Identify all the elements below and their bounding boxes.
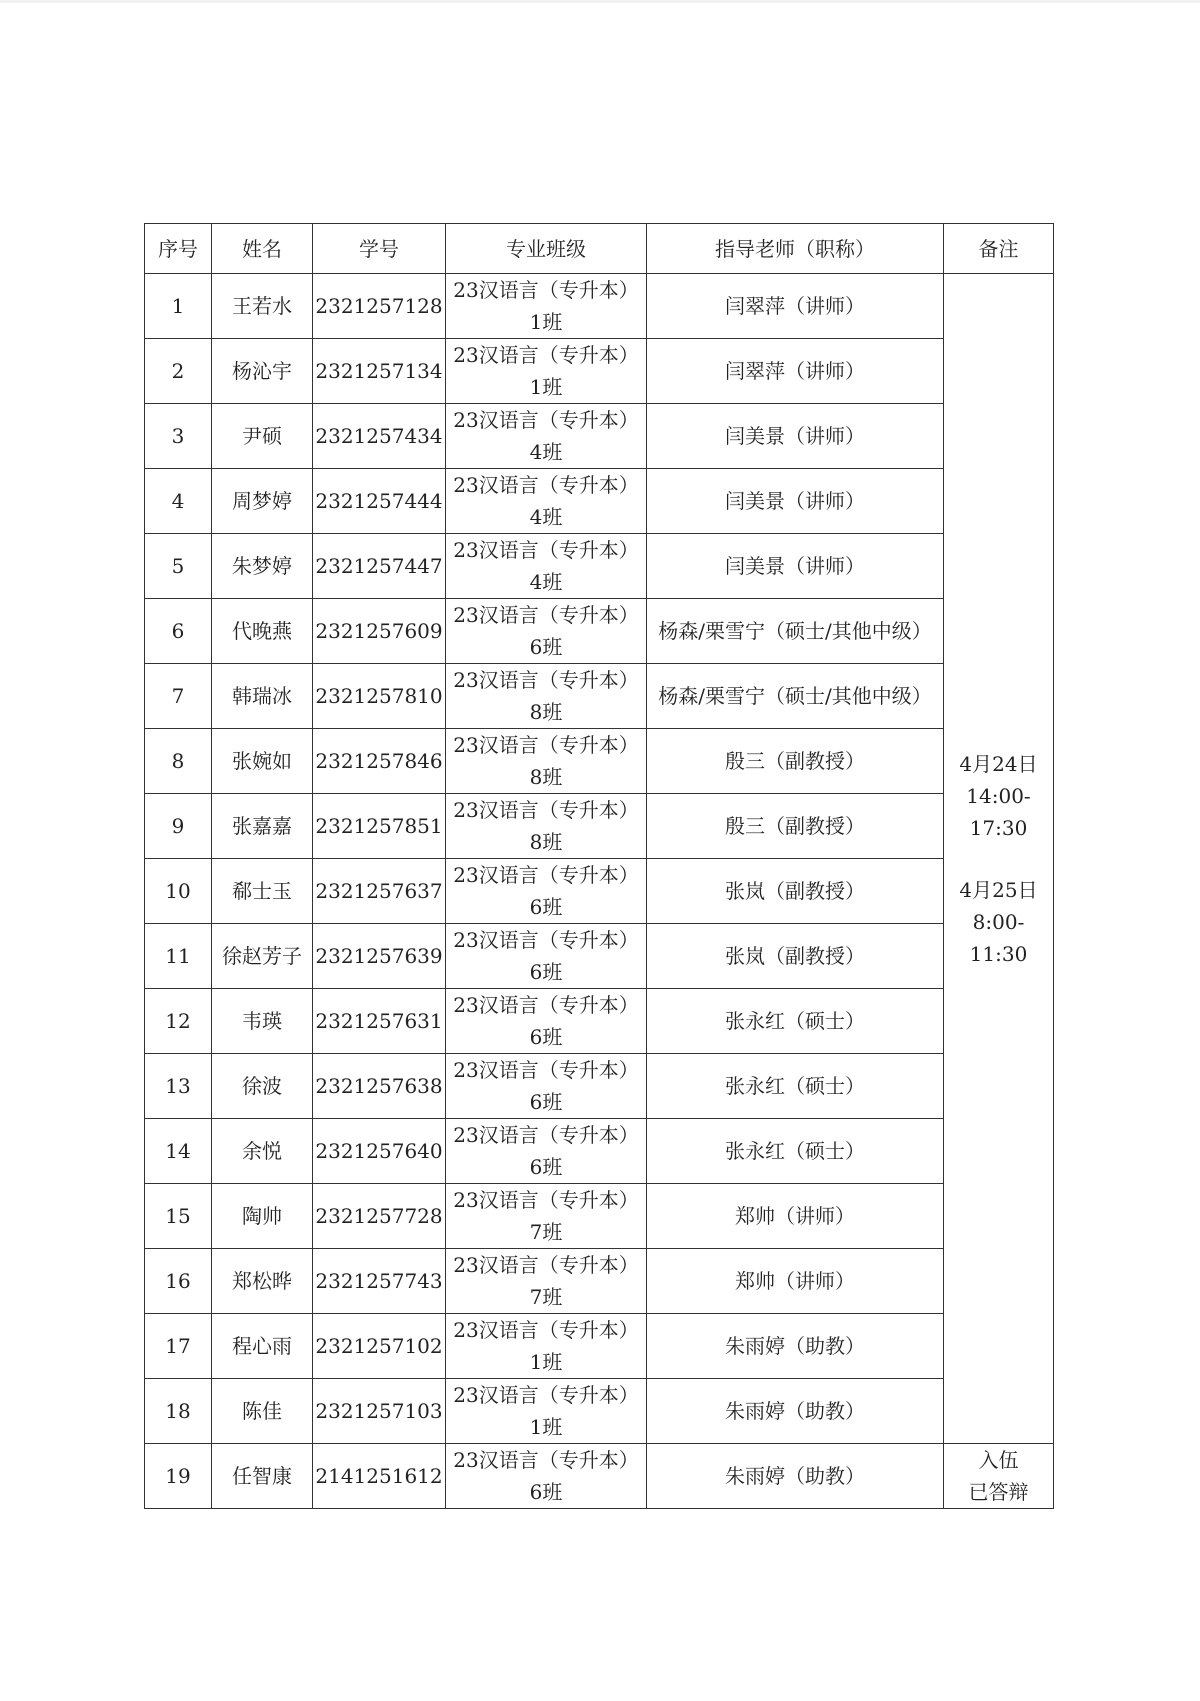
cell-student-id: 2321257128 <box>313 274 446 339</box>
cell-student-id: 2321257103 <box>313 1379 446 1444</box>
class-number-text: 4班 <box>529 570 563 594</box>
table-row <box>145 599 1054 664</box>
header-cell-class: 专业班级 <box>446 224 647 274</box>
cell-index: 9 <box>145 794 212 859</box>
header-cell-name: 姓名 <box>212 224 313 274</box>
cell-student-id: 2321257134 <box>313 339 446 404</box>
cell-advisor: 闫翠萍（讲师） <box>647 274 944 339</box>
class-major-text: 23汉语言（专升本） <box>453 993 639 1017</box>
cell-name: 尹硕 <box>212 404 313 469</box>
remark-spacer <box>946 844 1051 874</box>
cell-name: 周梦婷 <box>212 469 313 534</box>
class-major-text: 23汉语言（专升本） <box>453 863 639 887</box>
class-number-text: 6班 <box>529 1025 563 1049</box>
class-number-text: 6班 <box>529 1090 563 1114</box>
cell-index: 16 <box>145 1249 212 1314</box>
cell-advisor: 闫美景（讲师） <box>647 469 944 534</box>
cell-name: 程心雨 <box>212 1314 313 1379</box>
class-number-text: 8班 <box>529 765 563 789</box>
cell-advisor: 殷三（副教授） <box>647 794 944 859</box>
cell-name: 郗士玉 <box>212 859 313 924</box>
cell-class <box>446 1249 647 1314</box>
class-major-text: 23汉语言（专升本） <box>453 408 639 432</box>
cell-name: 张婉如 <box>212 729 313 794</box>
cell-index: 3 <box>145 404 212 469</box>
table-row <box>145 469 1054 534</box>
cell-student-id: 2321257639 <box>313 924 446 989</box>
cell-name: 杨沁宇 <box>212 339 313 404</box>
cell-name: 陶帅 <box>212 1184 313 1249</box>
class-major-text: 23汉语言（专升本） <box>453 1318 639 1342</box>
class-major-text: 23汉语言（专升本） <box>453 1383 639 1407</box>
table-row <box>145 1444 1054 1509</box>
class-number-text: 6班 <box>529 960 563 984</box>
cell-class <box>446 664 647 729</box>
cell-class <box>446 469 647 534</box>
cell-advisor: 殷三（副教授） <box>647 729 944 794</box>
class-major-text: 23汉语言（专升本） <box>453 473 639 497</box>
table-body <box>145 274 1054 1509</box>
cell-student-id: 2321257637 <box>313 859 446 924</box>
cell-index: 14 <box>145 1119 212 1184</box>
class-major-text: 23汉语言（专升本） <box>453 538 639 562</box>
cell-index: 2 <box>145 339 212 404</box>
cell-class <box>446 924 647 989</box>
header-cell-student-id: 学号 <box>313 224 446 274</box>
cell-name: 韩瑞冰 <box>212 664 313 729</box>
cell-class <box>446 1119 647 1184</box>
class-number-text: 6班 <box>529 895 563 919</box>
cell-index: 10 <box>145 859 212 924</box>
cell-index: 4 <box>145 469 212 534</box>
page-top-edge <box>0 0 1200 3</box>
cell-name: 代晚燕 <box>212 599 313 664</box>
table-row <box>145 1054 1054 1119</box>
cell-index: 5 <box>145 534 212 599</box>
class-number-text: 6班 <box>529 1480 563 1504</box>
table-row <box>145 1379 1054 1444</box>
table-row <box>145 534 1054 599</box>
cell-student-id: 2321257447 <box>313 534 446 599</box>
defense-roster-table <box>144 223 1054 1509</box>
cell-student-id: 2321257631 <box>313 989 446 1054</box>
cell-index: 12 <box>145 989 212 1054</box>
cell-student-id: 2141251612 <box>313 1444 446 1509</box>
cell-name: 韦瑛 <box>212 989 313 1054</box>
class-major-text: 23汉语言（专升本） <box>453 1058 639 1082</box>
class-number-text: 1班 <box>529 1350 563 1374</box>
cell-remark <box>944 1444 1054 1509</box>
cell-class <box>446 1054 647 1119</box>
class-number-text: 1班 <box>529 310 563 334</box>
table-row <box>145 729 1054 794</box>
class-major-text: 23汉语言（专升本） <box>453 1188 639 1212</box>
cell-advisor: 闫翠萍（讲师） <box>647 339 944 404</box>
cell-advisor: 杨森/栗雪宁（硕士/其他中级） <box>647 664 944 729</box>
cell-name: 余悦 <box>212 1119 313 1184</box>
cell-student-id: 2321257810 <box>313 664 446 729</box>
cell-student-id: 2321257434 <box>313 404 446 469</box>
remark-line: 已答辩 <box>968 1480 1029 1504</box>
cell-class <box>446 1314 647 1379</box>
cell-student-id: 2321257444 <box>313 469 446 534</box>
cell-class <box>446 794 647 859</box>
cell-student-id: 2321257846 <box>313 729 446 794</box>
cell-advisor: 张永红（硕士） <box>647 1054 944 1119</box>
table-row <box>145 339 1054 404</box>
table-row <box>145 1314 1054 1379</box>
class-major-text: 23汉语言（专升本） <box>453 278 639 302</box>
cell-student-id: 2321257851 <box>313 794 446 859</box>
cell-advisor: 张岚（副教授） <box>647 859 944 924</box>
cell-name: 任智康 <box>212 1444 313 1509</box>
remark-day2-date: 4月25日 <box>959 877 1038 902</box>
cell-index: 17 <box>145 1314 212 1379</box>
cell-index: 11 <box>145 924 212 989</box>
table-row <box>145 794 1054 859</box>
table-row <box>145 989 1054 1054</box>
class-number-text: 1班 <box>529 375 563 399</box>
cell-name: 王若水 <box>212 274 313 339</box>
class-number-text: 7班 <box>529 1285 563 1309</box>
remark-line: 入伍 <box>978 1448 1019 1472</box>
cell-index: 6 <box>145 599 212 664</box>
cell-advisor: 闫美景（讲师） <box>647 534 944 599</box>
header-cell-advisor: 指导老师（职称） <box>647 224 944 274</box>
cell-index: 13 <box>145 1054 212 1119</box>
cell-student-id: 2321257609 <box>313 599 446 664</box>
class-number-text: 6班 <box>529 635 563 659</box>
table-row <box>145 1119 1054 1184</box>
cell-name: 郑松晔 <box>212 1249 313 1314</box>
table-row <box>145 1184 1054 1249</box>
cell-class <box>446 729 647 794</box>
cell-class <box>446 274 647 339</box>
header-row <box>145 224 1054 274</box>
class-major-text: 23汉语言（专升本） <box>453 603 639 627</box>
cell-class <box>446 1444 647 1509</box>
cell-student-id: 2321257743 <box>313 1249 446 1314</box>
class-major-text: 23汉语言（专升本） <box>453 733 639 757</box>
cell-class <box>446 1379 647 1444</box>
cell-name: 徐赵芳子 <box>212 924 313 989</box>
table-row <box>145 404 1054 469</box>
cell-class <box>446 404 647 469</box>
cell-advisor: 闫美景（讲师） <box>647 404 944 469</box>
cell-remark-schedule <box>944 274 1054 1444</box>
class-major-text: 23汉语言（专升本） <box>453 1253 639 1277</box>
class-major-text: 23汉语言（专升本） <box>453 928 639 952</box>
cell-advisor: 朱雨婷（助教） <box>647 1444 944 1509</box>
cell-advisor: 张永红（硕士） <box>647 989 944 1054</box>
cell-class <box>446 989 647 1054</box>
cell-index: 8 <box>145 729 212 794</box>
class-major-text: 23汉语言（专升本） <box>453 343 639 367</box>
class-major-text: 23汉语言（专升本） <box>453 798 639 822</box>
table-row <box>145 924 1054 989</box>
class-number-text: 1班 <box>529 1415 563 1439</box>
remark-day1-date: 4月24日 <box>959 751 1038 776</box>
class-number-text: 8班 <box>529 700 563 724</box>
cell-class <box>446 859 647 924</box>
cell-name: 陈佳 <box>212 1379 313 1444</box>
class-number-text: 4班 <box>529 440 563 464</box>
cell-student-id: 2321257640 <box>313 1119 446 1184</box>
cell-name: 张嘉嘉 <box>212 794 313 859</box>
cell-student-id: 2321257728 <box>313 1184 446 1249</box>
cell-advisor: 杨森/栗雪宁（硕士/其他中级） <box>647 599 944 664</box>
cell-advisor: 郑帅（讲师） <box>647 1184 944 1249</box>
cell-advisor: 张岚（副教授） <box>647 924 944 989</box>
remark-day1-time: 14:00-17:30 <box>966 783 1031 840</box>
cell-class <box>446 534 647 599</box>
cell-advisor: 朱雨婷（助教） <box>647 1314 944 1379</box>
header-cell-remark: 备注 <box>944 224 1054 274</box>
cell-index: 1 <box>145 274 212 339</box>
cell-class <box>446 1184 647 1249</box>
header-cell-index: 序号 <box>145 224 212 274</box>
class-major-text: 23汉语言（专升本） <box>453 668 639 692</box>
remark-day2-time: 8:00-11:30 <box>969 909 1028 966</box>
table-row <box>145 859 1054 924</box>
table-row <box>145 1249 1054 1314</box>
cell-advisor: 张永红（硕士） <box>647 1119 944 1184</box>
class-major-text: 23汉语言（专升本） <box>453 1448 639 1472</box>
cell-name: 朱梦婷 <box>212 534 313 599</box>
cell-index: 15 <box>145 1184 212 1249</box>
cell-name: 徐波 <box>212 1054 313 1119</box>
class-number-text: 4班 <box>529 505 563 529</box>
cell-advisor: 朱雨婷（助教） <box>647 1379 944 1444</box>
cell-student-id: 2321257102 <box>313 1314 446 1379</box>
cell-student-id: 2321257638 <box>313 1054 446 1119</box>
cell-class <box>446 339 647 404</box>
class-major-text: 23汉语言（专升本） <box>453 1123 639 1147</box>
cell-index: 19 <box>145 1444 212 1509</box>
cell-advisor: 郑帅（讲师） <box>647 1249 944 1314</box>
table-header <box>145 224 1054 274</box>
table-row <box>145 274 1054 339</box>
table-row <box>145 664 1054 729</box>
cell-index: 7 <box>145 664 212 729</box>
class-number-text: 8班 <box>529 830 563 854</box>
cell-class <box>446 599 647 664</box>
cell-index: 18 <box>145 1379 212 1444</box>
class-number-text: 7班 <box>529 1220 563 1244</box>
class-number-text: 6班 <box>529 1155 563 1179</box>
